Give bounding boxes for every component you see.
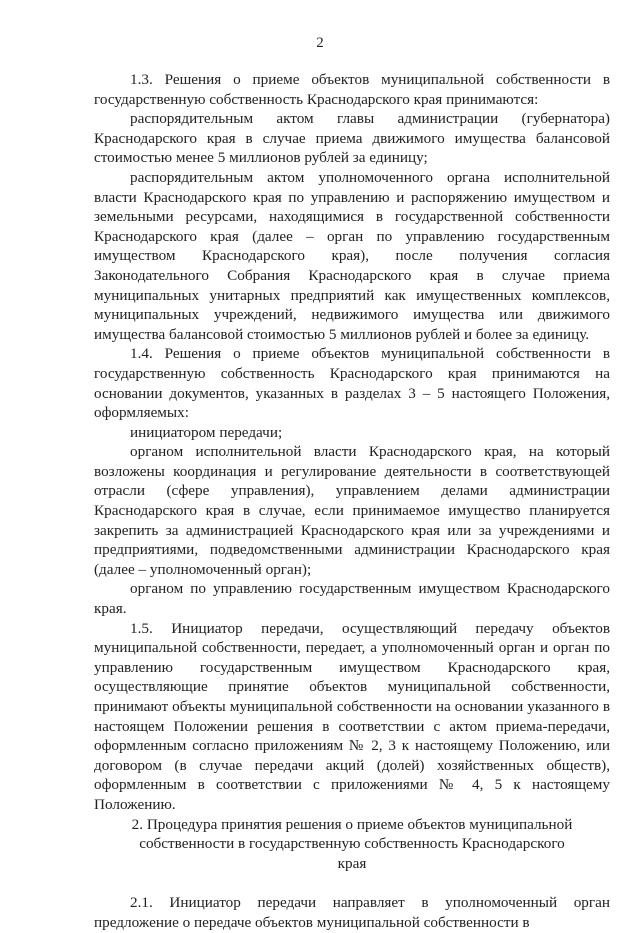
paragraph-1-4-item-1: инициатором передачи; bbox=[130, 423, 283, 441]
paragraph-2-1: 2.1. Инициатор передачи направляет в уполномоченный орган предложение о передаче объектов муниципальной собственности в bbox=[94, 894, 610, 931]
paragraph-1-3-item-2: распорядительным актом уполномоченного органа исполнительной власти Краснодарского края по управлению и распоряжению имуществом и земельными ресурсами, находящимися в государственной собственности Краснодарского края (далее – орган по управлению государственным имуществом Краснодарского края), после получения согласия Законодательного Собрания Краснодарского края в случае приема муниципальных унитарных предприятий как имущественных комплексов, муниципальных учреждений, недвижимого имущества или движимого имущества балансовой стоимостью 5 миллионов рублей и более за единицу. bbox=[94, 168, 610, 343]
paragraph-1-3-item-1: распорядительным актом главы администрации (губернатора) Краснодарского края в случае приема движимого имущества балансовой стоимостью менее 5 миллионов рублей за единицу; bbox=[94, 110, 610, 167]
paragraph-1-3: 1.3. Решения о приеме объектов муниципальной собственности в государственную собственность Краснодарского края принимаются: bbox=[94, 71, 610, 108]
paragraph-1-4: 1.4. Решения о приеме объектов муниципальной собственности в государственную собственность Краснодарского края принимаются на основании документов, указанных в разделах 3 – 5 настоящего Положения, оформляемых: bbox=[94, 345, 610, 422]
paragraph-1-4-item-3: органом по управлению государственным имуществом Краснодарского края. bbox=[94, 580, 610, 618]
section-heading: 2. Процедура принятия решения о приеме объектов муниципальной собственности в государственную собственность Краснодарского края bbox=[131, 815, 573, 872]
page-number: 2 bbox=[316, 35, 324, 51]
document-body bbox=[94, 70, 610, 933]
paragraph-1-5: 1.5. Инициатор передачи, осуществляющий передачу объектов муниципальной собственности, передает, а уполномоченный орган и орган по управлению государственным имуществом Краснодарского края, осуществляющие принятие объектов муниципальной собственности, принимают объекты муниципальной собственности на основании указанного в настоящем Положении решения в соответствии с актом приема-передачи, оформленным согласно приложениям № 2, 3 к настоящему Положению, или договором (в случае передачи акций (долей) хозяйственных обществ), оформленным в соответствии с приложениями № 4, 5 к настоящему Положению. bbox=[94, 619, 610, 813]
paragraph-1-4-item-2: органом исполнительной власти Краснодарского края, на который возложены координация и регулирование деятельности в соответствующей отрасли (сфере управления), управлением делами администрации Краснодарского края в случае, если принимаемое имущество планируется закрепить за администрацией Краснодарского края или за учреждениями и предприятиями, подведомственными администрации Краснодарского края (далее – уполномоченный орган); bbox=[94, 443, 610, 578]
